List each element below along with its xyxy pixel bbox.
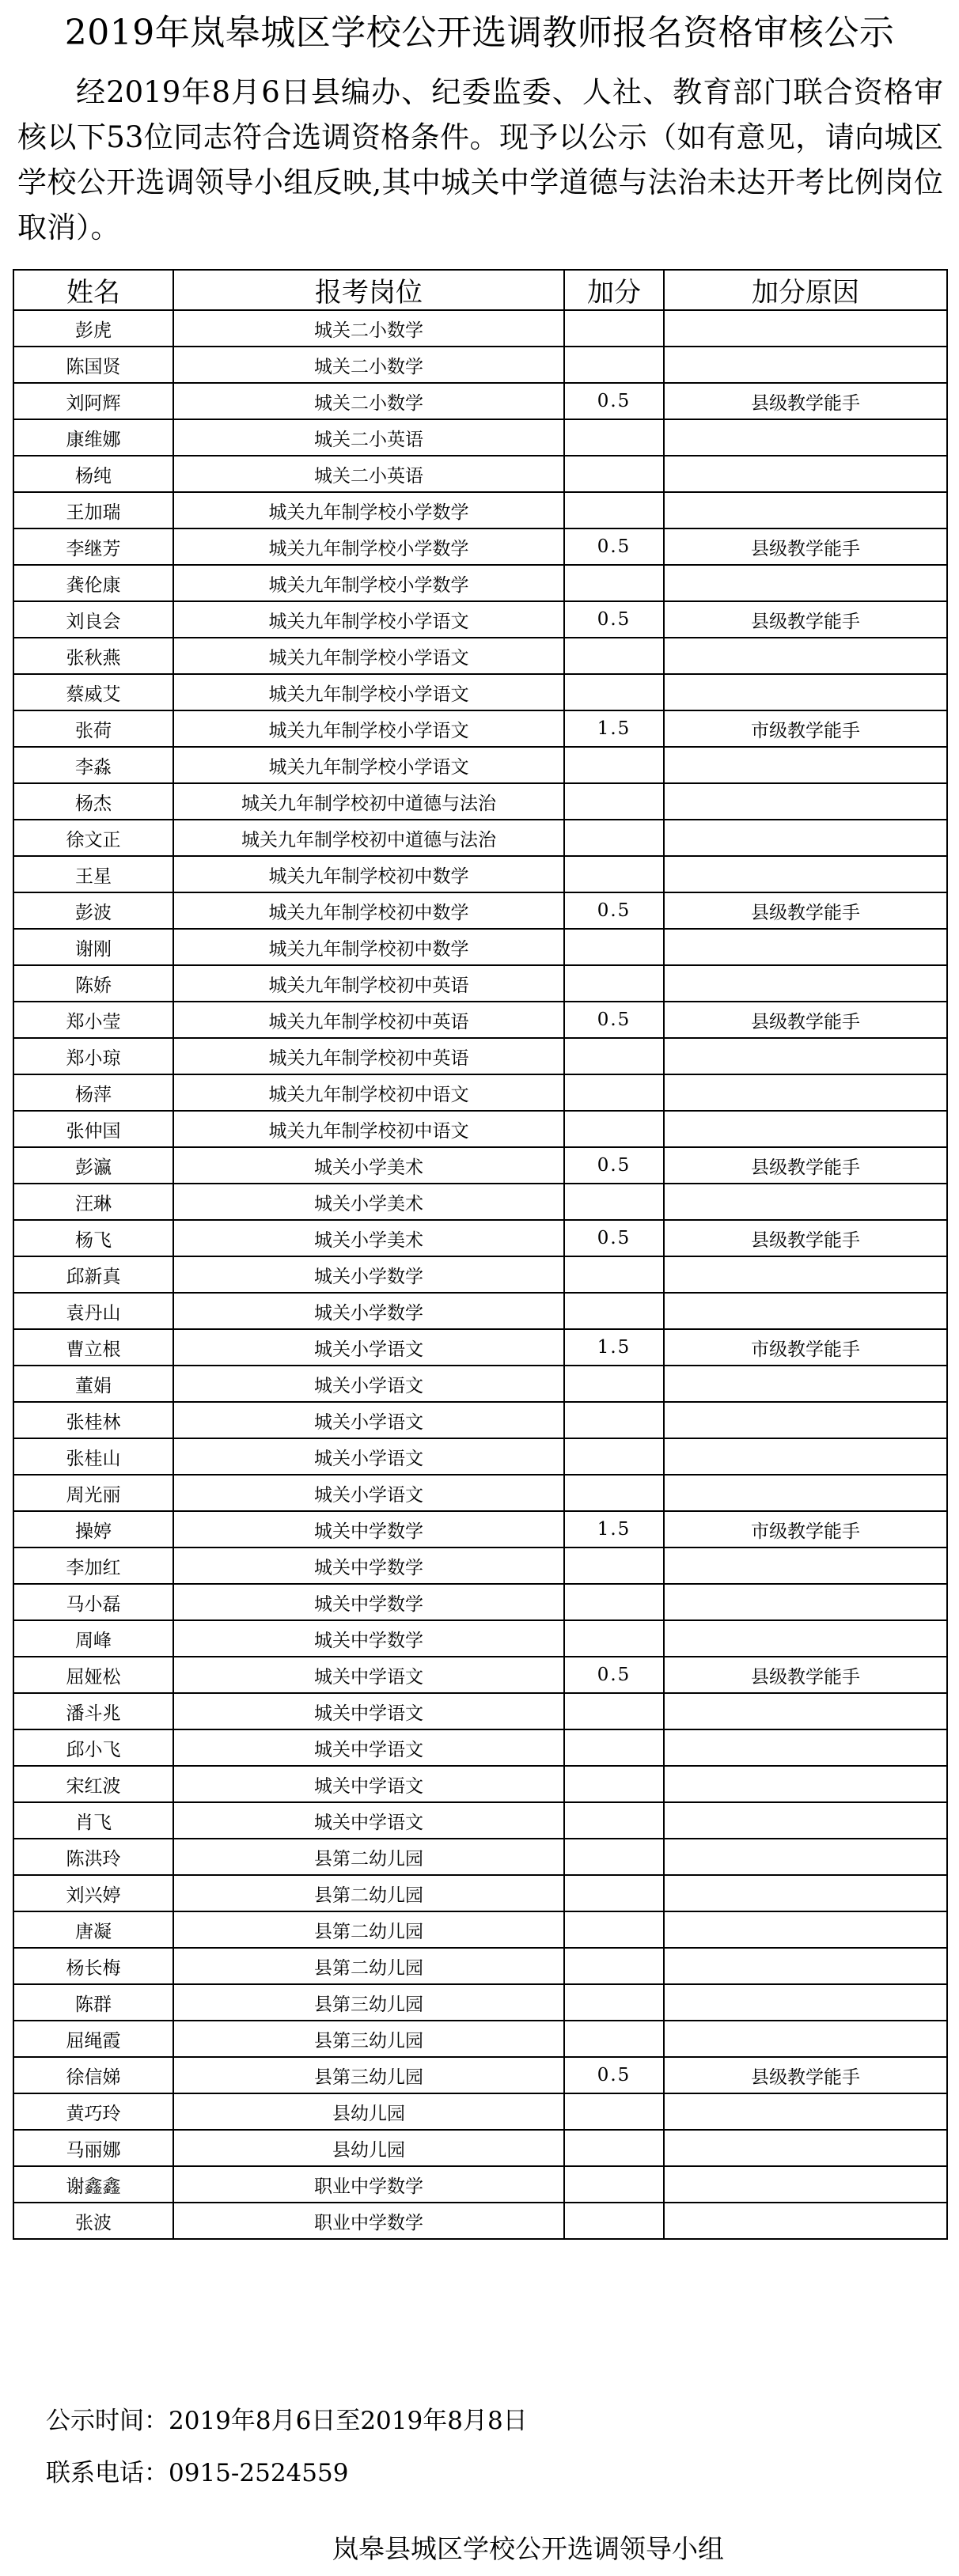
- cell-position: 城关二小数学: [173, 347, 564, 383]
- cell-position: 职业中学数学: [173, 2203, 564, 2239]
- table-row: [13, 747, 947, 783]
- cell-name: 王加瑞: [13, 492, 173, 528]
- table-row: [13, 1184, 947, 1220]
- cell-name: 李淼: [13, 747, 173, 783]
- cell-position: 城关小学美术: [173, 1147, 564, 1184]
- cell-bonus-reason: [664, 2093, 947, 2130]
- cell-position: 县第二幼儿园: [173, 1875, 564, 1911]
- cell-position: 城关九年制学校小学语文: [173, 710, 564, 747]
- cell-position: 职业中学数学: [173, 2166, 564, 2203]
- table-row: [13, 1256, 947, 1293]
- cell-bonus: [564, 1438, 664, 1475]
- cell-name: 徐文正: [13, 820, 173, 856]
- table-row: [13, 638, 947, 674]
- cell-bonus: [564, 492, 664, 528]
- table-row: [13, 1766, 947, 1802]
- cell-bonus: [564, 1620, 664, 1657]
- table-row: [13, 1438, 947, 1475]
- cell-bonus-reason: 市级教学能手: [664, 710, 947, 747]
- cell-bonus: [564, 1074, 664, 1111]
- cell-name: 张荷: [13, 710, 173, 747]
- cell-bonus-reason: [664, 929, 947, 965]
- intro-paragraph: 经2019年8月6日县编办、纪委监委、人社、教育部门联合资格审核以下53位同志符合选调资格条件。现予以公示（如有意见，请向城区学校公开选调领导小组反映,其中城关中学道德与法治未达开考比例岗位取消）。: [17, 75, 943, 244]
- cell-name: 董娟: [13, 1366, 173, 1402]
- cell-position: 城关小学语文: [173, 1366, 564, 1402]
- cell-bonus: [564, 2130, 664, 2166]
- cell-position: 城关小学语文: [173, 1329, 564, 1366]
- cell-bonus-reason: [664, 456, 947, 492]
- cell-bonus: [564, 929, 664, 965]
- cell-name: 陈娇: [13, 965, 173, 1002]
- cell-bonus-reason: [664, 1111, 947, 1147]
- cell-position: 城关九年制学校小学数学: [173, 492, 564, 528]
- cell-bonus-reason: [664, 1620, 947, 1657]
- cell-name: 曹立根: [13, 1329, 173, 1366]
- table-row: [13, 929, 947, 965]
- cell-name: 彭瀛: [13, 1147, 173, 1184]
- cell-bonus-reason: [664, 419, 947, 456]
- cell-name: 杨飞: [13, 1220, 173, 1256]
- cell-position: 城关二小英语: [173, 456, 564, 492]
- cell-name: 王星: [13, 856, 173, 892]
- cell-name: 陈国贤: [13, 347, 173, 383]
- cell-name: 张桂山: [13, 1438, 173, 1475]
- table-row: [13, 783, 947, 820]
- cell-name: 杨萍: [13, 1074, 173, 1111]
- cell-name: 刘阿辉: [13, 383, 173, 419]
- cell-bonus-reason: 县级教学能手: [664, 892, 947, 929]
- cell-bonus-reason: [664, 1693, 947, 1729]
- cell-bonus: [564, 1948, 664, 1984]
- cell-bonus-reason: [664, 1475, 947, 1511]
- cell-bonus: 0.5: [564, 892, 664, 929]
- contact-phone: 联系电话：0915-2524559: [46, 2459, 349, 2487]
- cell-bonus: [564, 1366, 664, 1402]
- cell-position: 城关小学美术: [173, 1184, 564, 1220]
- table-row: [13, 347, 947, 383]
- cell-name: 龚伦康: [13, 565, 173, 601]
- cell-bonus: [564, 2021, 664, 2057]
- cell-name: 李继芳: [13, 528, 173, 565]
- cell-bonus: 0.5: [564, 1220, 664, 1256]
- table-row: [13, 856, 947, 892]
- cell-name: 康维娜: [13, 419, 173, 456]
- table-row: [13, 1729, 947, 1766]
- cell-bonus-reason: [664, 1802, 947, 1839]
- cell-bonus-reason: [664, 1366, 947, 1402]
- cell-bonus: [564, 1293, 664, 1329]
- cell-bonus-reason: 市级教学能手: [664, 1329, 947, 1366]
- cell-bonus: [564, 419, 664, 456]
- table-row: [13, 1147, 947, 1184]
- table-row: [13, 383, 947, 419]
- cell-position: 城关中学语文: [173, 1802, 564, 1839]
- cell-bonus: [564, 565, 664, 601]
- cell-name: 杨杰: [13, 783, 173, 820]
- cell-position: 城关小学语文: [173, 1438, 564, 1475]
- table-row: [13, 1329, 947, 1366]
- cell-bonus: [564, 1984, 664, 2021]
- cell-bonus: 1.5: [564, 710, 664, 747]
- cell-bonus: [564, 1475, 664, 1511]
- cell-bonus: 0.5: [564, 1657, 664, 1693]
- table-row: [13, 1584, 947, 1620]
- cell-bonus: [564, 1766, 664, 1802]
- cell-bonus-reason: [664, 492, 947, 528]
- cell-position: 城关九年制学校初中道德与法治: [173, 820, 564, 856]
- cell-bonus: 1.5: [564, 1329, 664, 1366]
- cell-bonus-reason: 县级教学能手: [664, 1002, 947, 1038]
- cell-bonus: [564, 820, 664, 856]
- cell-bonus-reason: 市级教学能手: [664, 1511, 947, 1547]
- cell-bonus: [564, 456, 664, 492]
- cell-position: 城关中学语文: [173, 1729, 564, 1766]
- cell-bonus: [564, 1402, 664, 1438]
- table-row: [13, 965, 947, 1002]
- table-row: [13, 2166, 947, 2203]
- cell-name: 张仲国: [13, 1111, 173, 1147]
- cell-bonus: [564, 1547, 664, 1584]
- table-row: [13, 2021, 947, 2057]
- cell-bonus: [564, 1111, 664, 1147]
- cell-bonus: [564, 1839, 664, 1875]
- table-row: [13, 1984, 947, 2021]
- cell-bonus-reason: 县级教学能手: [664, 1220, 947, 1256]
- table-body: [13, 310, 947, 2239]
- table-row: [13, 1657, 947, 1693]
- cell-bonus: 0.5: [564, 528, 664, 565]
- cell-bonus: 0.5: [564, 1147, 664, 1184]
- cell-name: 徐信娣: [13, 2057, 173, 2093]
- cell-bonus: [564, 856, 664, 892]
- cell-name: 张波: [13, 2203, 173, 2239]
- table-row: [13, 565, 947, 601]
- table-row: [13, 528, 947, 565]
- cell-position: 城关九年制学校小学数学: [173, 528, 564, 565]
- cell-bonus: [564, 1256, 664, 1293]
- cell-bonus: [564, 347, 664, 383]
- table-row: [13, 1839, 947, 1875]
- cell-name: 彭波: [13, 892, 173, 929]
- table-row: [13, 2093, 947, 2130]
- cell-name: 汪琳: [13, 1184, 173, 1220]
- cell-name: 潘斗兆: [13, 1693, 173, 1729]
- header-bonus: 加分: [564, 270, 664, 310]
- cell-name: 宋红波: [13, 1766, 173, 1802]
- cell-bonus-reason: [664, 2021, 947, 2057]
- cell-bonus: [564, 2203, 664, 2239]
- cell-position: 城关九年制学校小学语文: [173, 638, 564, 674]
- cell-bonus: [564, 783, 664, 820]
- cell-name: 肖飞: [13, 1802, 173, 1839]
- cell-bonus-reason: [664, 1038, 947, 1074]
- cell-position: 城关小学语文: [173, 1402, 564, 1438]
- cell-name: 郑小琼: [13, 1038, 173, 1074]
- cell-position: 城关九年制学校初中语文: [173, 1074, 564, 1111]
- cell-position: 城关九年制学校小学语文: [173, 674, 564, 710]
- cell-name: 张桂林: [13, 1402, 173, 1438]
- cell-position: 城关中学数学: [173, 1620, 564, 1657]
- cell-bonus-reason: 县级教学能手: [664, 383, 947, 419]
- cell-bonus-reason: [664, 1256, 947, 1293]
- cell-name: 操婷: [13, 1511, 173, 1547]
- cell-position: 城关九年制学校初中数学: [173, 856, 564, 892]
- cell-bonus-reason: [664, 347, 947, 383]
- cell-name: 周峰: [13, 1620, 173, 1657]
- cell-bonus-reason: [664, 1402, 947, 1438]
- cell-position: 城关二小英语: [173, 419, 564, 456]
- cell-name: 陈洪玲: [13, 1839, 173, 1875]
- cell-position: 县第三幼儿园: [173, 2057, 564, 2093]
- table-row: [13, 492, 947, 528]
- table-row: [13, 1366, 947, 1402]
- cell-bonus: 1.5: [564, 1511, 664, 1547]
- cell-bonus-reason: 县级教学能手: [664, 601, 947, 638]
- cell-name: 屈绳霞: [13, 2021, 173, 2057]
- table-row: [13, 1293, 947, 1329]
- table-row: [13, 674, 947, 710]
- table-row: [13, 820, 947, 856]
- header-bonus-reason: 加分原因: [664, 270, 947, 310]
- cell-name: 刘兴婷: [13, 1875, 173, 1911]
- cell-bonus-reason: [664, 1911, 947, 1948]
- cell-name: 郑小莹: [13, 1002, 173, 1038]
- cell-bonus-reason: [664, 2166, 947, 2203]
- cell-bonus: [564, 965, 664, 1002]
- cell-bonus-reason: [664, 674, 947, 710]
- cell-bonus-reason: [664, 2203, 947, 2239]
- cell-name: 张秋燕: [13, 638, 173, 674]
- cell-position: 县第二幼儿园: [173, 1948, 564, 1984]
- cell-position: 城关九年制学校初中英语: [173, 1002, 564, 1038]
- cell-position: 县第二幼儿园: [173, 1911, 564, 1948]
- cell-position: 县幼儿园: [173, 2093, 564, 2130]
- cell-bonus-reason: [664, 310, 947, 347]
- cell-bonus-reason: [664, 1984, 947, 2021]
- cell-bonus-reason: [664, 1293, 947, 1329]
- cell-name: 蔡威艾: [13, 674, 173, 710]
- issuer-signature: 岚皋县城区学校公开选调领导小组: [332, 2533, 724, 2564]
- cell-bonus-reason: [664, 1547, 947, 1584]
- cell-bonus-reason: [664, 1948, 947, 1984]
- cell-position: 城关九年制学校初中数学: [173, 892, 564, 929]
- cell-bonus: [564, 747, 664, 783]
- table-row: [13, 1002, 947, 1038]
- cell-position: 城关小学美术: [173, 1220, 564, 1256]
- cell-bonus-reason: [664, 1875, 947, 1911]
- page-title: 2019年岚皋城区学校公开选调教师报名资格审核公示: [64, 13, 895, 53]
- cell-bonus-reason: [664, 1729, 947, 1766]
- cell-name: 彭虎: [13, 310, 173, 347]
- cell-position: 城关中学数学: [173, 1547, 564, 1584]
- cell-bonus-reason: 县级教学能手: [664, 1147, 947, 1184]
- cell-bonus: 0.5: [564, 2057, 664, 2093]
- cell-bonus: 0.5: [564, 1002, 664, 1038]
- cell-bonus: 0.5: [564, 601, 664, 638]
- table-row: [13, 1547, 947, 1584]
- cell-bonus-reason: [664, 1839, 947, 1875]
- cell-bonus: [564, 1693, 664, 1729]
- cell-bonus-reason: [664, 1438, 947, 1475]
- cell-bonus: [564, 1802, 664, 1839]
- table-row: [13, 1693, 947, 1729]
- table-row: [13, 2057, 947, 2093]
- cell-bonus-reason: [664, 856, 947, 892]
- cell-position: 城关九年制学校初中英语: [173, 1038, 564, 1074]
- cell-position: 城关九年制学校初中语文: [173, 1111, 564, 1147]
- cell-bonus-reason: [664, 1766, 947, 1802]
- cell-position: 城关九年制学校小学语文: [173, 747, 564, 783]
- cell-name: 杨纯: [13, 456, 173, 492]
- table-row: [13, 1948, 947, 1984]
- table-row: [13, 1911, 947, 1948]
- cell-bonus-reason: [664, 565, 947, 601]
- cell-bonus: [564, 1584, 664, 1620]
- cell-position: 城关小学数学: [173, 1293, 564, 1329]
- table-row: [13, 1074, 947, 1111]
- table-row: [13, 456, 947, 492]
- header-name: 姓名: [13, 270, 173, 310]
- table-row: [13, 419, 947, 456]
- cell-name: 邱小飞: [13, 1729, 173, 1766]
- cell-bonus-reason: [664, 820, 947, 856]
- cell-position: 城关中学语文: [173, 1693, 564, 1729]
- cell-position: 城关九年制学校初中道德与法治: [173, 783, 564, 820]
- cell-name: 谢鑫鑫: [13, 2166, 173, 2203]
- cell-bonus: [564, 2166, 664, 2203]
- cell-position: 城关九年制学校小学数学: [173, 565, 564, 601]
- table-header-row: [13, 270, 947, 310]
- cell-position: 城关九年制学校初中数学: [173, 929, 564, 965]
- cell-position: 城关二小数学: [173, 310, 564, 347]
- cell-name: 谢刚: [13, 929, 173, 965]
- cell-position: 城关中学数学: [173, 1511, 564, 1547]
- cell-bonus-reason: 县级教学能手: [664, 528, 947, 565]
- notice-period: 公示时间：2019年8月6日至2019年8月8日: [46, 2407, 528, 2435]
- cell-bonus: 0.5: [564, 383, 664, 419]
- table-row: [13, 2130, 947, 2166]
- cell-bonus: [564, 1038, 664, 1074]
- table-row: [13, 1875, 947, 1911]
- cell-name: 马小磊: [13, 1584, 173, 1620]
- table-row: [13, 1038, 947, 1074]
- cell-bonus-reason: [664, 2130, 947, 2166]
- cell-position: 城关二小数学: [173, 383, 564, 419]
- cell-name: 屈娅松: [13, 1657, 173, 1693]
- cell-name: 杨长梅: [13, 1948, 173, 1984]
- cell-bonus: [564, 310, 664, 347]
- cell-bonus: [564, 2093, 664, 2130]
- cell-position: 县第二幼儿园: [173, 1839, 564, 1875]
- cell-bonus-reason: 县级教学能手: [664, 1657, 947, 1693]
- cell-position: 城关小学语文: [173, 1475, 564, 1511]
- cell-bonus: [564, 1875, 664, 1911]
- cell-bonus: [564, 638, 664, 674]
- cell-bonus-reason: [664, 1074, 947, 1111]
- candidate-table: [13, 269, 948, 2240]
- cell-position: 城关九年制学校初中英语: [173, 965, 564, 1002]
- cell-position: 县幼儿园: [173, 2130, 564, 2166]
- cell-position: 县第三幼儿园: [173, 1984, 564, 2021]
- cell-bonus-reason: [664, 747, 947, 783]
- cell-name: 刘良会: [13, 601, 173, 638]
- cell-name: 李加红: [13, 1547, 173, 1584]
- cell-position: 城关中学语文: [173, 1657, 564, 1693]
- cell-position: 城关九年制学校小学语文: [173, 601, 564, 638]
- cell-position: 城关中学语文: [173, 1766, 564, 1802]
- cell-name: 马丽娜: [13, 2130, 173, 2166]
- table-row: [13, 601, 947, 638]
- cell-position: 城关中学数学: [173, 1584, 564, 1620]
- cell-name: 唐凝: [13, 1911, 173, 1948]
- table-row: [13, 310, 947, 347]
- cell-bonus: [564, 1911, 664, 1948]
- table-row: [13, 1620, 947, 1657]
- cell-name: 陈群: [13, 1984, 173, 2021]
- cell-name: 邱新真: [13, 1256, 173, 1293]
- table-row: [13, 710, 947, 747]
- table-row: [13, 1475, 947, 1511]
- cell-bonus: [564, 1729, 664, 1766]
- cell-bonus: [564, 674, 664, 710]
- cell-bonus-reason: [664, 783, 947, 820]
- table-row: [13, 1802, 947, 1839]
- header-position: 报考岗位: [173, 270, 564, 310]
- cell-bonus-reason: [664, 638, 947, 674]
- table-row: [13, 1220, 947, 1256]
- table-row: [13, 892, 947, 929]
- table-row: [13, 1402, 947, 1438]
- cell-position: 县第三幼儿园: [173, 2021, 564, 2057]
- cell-position: 城关小学数学: [173, 1256, 564, 1293]
- cell-name: 黄巧玲: [13, 2093, 173, 2130]
- table-row: [13, 2203, 947, 2239]
- cell-bonus-reason: [664, 1184, 947, 1220]
- table-row: [13, 1511, 947, 1547]
- cell-bonus-reason: 县级教学能手: [664, 2057, 947, 2093]
- cell-bonus-reason: [664, 965, 947, 1002]
- cell-bonus-reason: [664, 1584, 947, 1620]
- table-row: [13, 1111, 947, 1147]
- cell-bonus: [564, 1184, 664, 1220]
- cell-name: 袁丹山: [13, 1293, 173, 1329]
- cell-name: 周光丽: [13, 1475, 173, 1511]
